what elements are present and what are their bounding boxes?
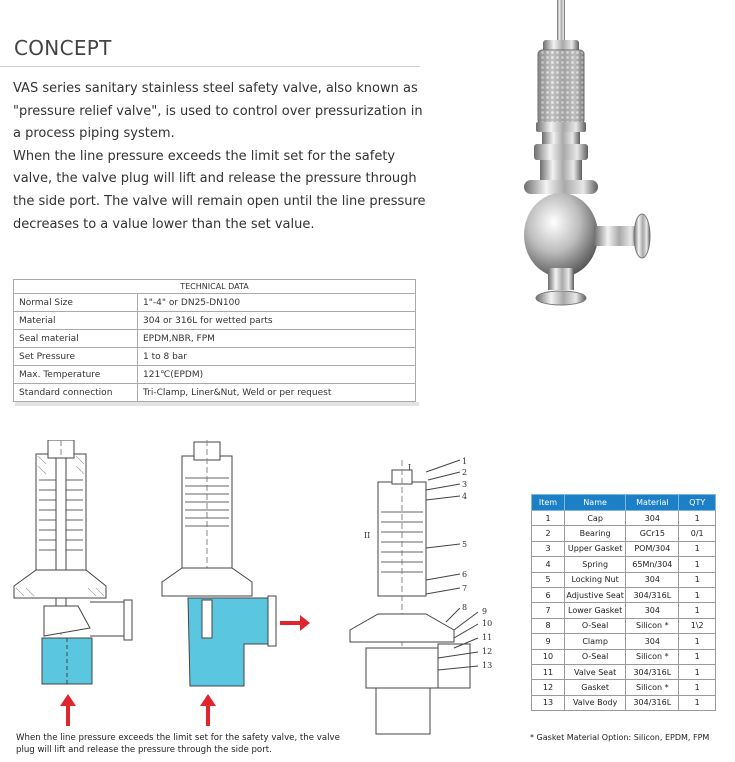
table-row: 6 Adjustive Seat 304/316L 1: [532, 587, 716, 602]
intro-paragraph-2: When the line pressure exceeds the limit set for the safety valve, the valve plug will lift and release the pressure through the side port. The valve will remain open until the line pressure decreases to a value lower than the set value.: [13, 148, 426, 232]
gasket-note: * Gasket Material Option: Silicon, EPDM, FPM: [530, 733, 710, 742]
table-row: 12 Gasket Silicon * 1: [532, 680, 716, 695]
callout-label: 11: [482, 633, 493, 642]
valve-section-diagram: [336, 452, 496, 742]
table-row: 3 Upper Gasket POM/304 1: [532, 541, 716, 556]
table-row: Set Pressure 1 to 8 bar: [14, 348, 416, 366]
technical-data-title: TECHNICAL DATA: [14, 280, 416, 294]
table-row: 10 O-Seal Silicon * 1: [532, 649, 716, 664]
table-shadow: [15, 402, 419, 406]
safety-valve-photo: [510, 0, 695, 312]
section-mark: I: [408, 463, 412, 472]
callout-label: 10: [482, 619, 493, 628]
callout-label: 8: [462, 603, 468, 612]
table-row: 4 Spring 65Mn/304 1: [532, 557, 716, 572]
intro-text: [13, 78, 431, 236]
callout-label: 4: [462, 492, 468, 501]
callout-label: 3: [462, 480, 468, 489]
callout-label: 9: [482, 607, 488, 616]
technical-data-table: [13, 279, 416, 402]
table-row: 1 Cap 304 1: [532, 511, 716, 526]
valve-closed-diagram: [8, 440, 148, 730]
table-row: 9 Clamp 304 1: [532, 634, 716, 649]
table-row: Max. Temperature 121℃(EPDM): [14, 366, 416, 384]
parts-table: [531, 494, 716, 711]
valve-open-diagram: [160, 440, 310, 730]
callout-label: 7: [462, 584, 468, 593]
column-header-qty: QTY: [679, 495, 716, 511]
table-row: 2 Bearing GCr15 0/1: [532, 526, 716, 541]
table-row: 8 O-Seal Silicon * 1\2: [532, 618, 716, 633]
table-row: Standard connection Tri-Clamp, Liner&Nut, Weld or per request: [14, 384, 416, 402]
title-divider: [0, 66, 420, 67]
table-row: 7 Lower Gasket 304 1: [532, 603, 716, 618]
page-title: CONCEPT: [14, 36, 112, 60]
column-header-item: Item: [532, 495, 565, 511]
table-row: Seal material EPDM,NBR, FPM: [14, 330, 416, 348]
table-row: 11 Valve Seat 304/316L 1: [532, 664, 716, 679]
diagram-caption: When the line pressure exceeds the limit set for the safety valve, the valve plug will lift and release the pressure through the side port.: [16, 733, 340, 755]
callout-label: 13: [482, 661, 493, 670]
column-header-name: Name: [564, 495, 625, 511]
callout-label: 12: [482, 647, 493, 656]
section-mark-2: II: [364, 531, 371, 540]
callout-label: 1: [462, 457, 468, 466]
intro-paragraph-1: VAS series sanitary stainless steel safety valve, also known as "pressure relief valve", is used to control over pressurization in a process piping system.: [13, 81, 423, 142]
callout-label: 2: [462, 468, 468, 477]
table-row: Normal Size 1"-4" or DN25-DN100: [14, 294, 416, 312]
table-row: 13 Valve Body 304/316L 1: [532, 695, 716, 710]
table-row: 5 Locking Nut 304 1: [532, 572, 716, 587]
callout-label: 6: [462, 570, 468, 579]
table-row: Material 304 or 316L for wetted parts: [14, 312, 416, 330]
callout-label: 5: [462, 540, 468, 549]
column-header-material: Material: [626, 495, 679, 511]
